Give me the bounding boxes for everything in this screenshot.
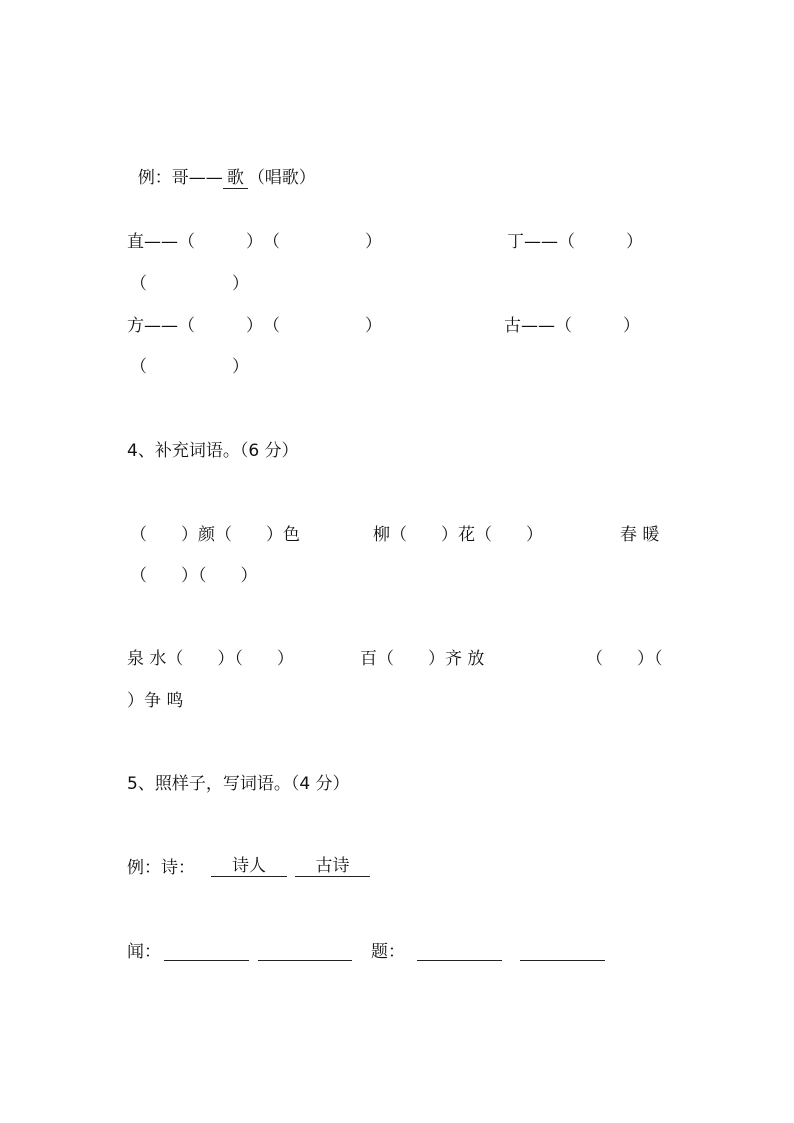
q4-line1-c: 春 暖 — [620, 525, 660, 545]
q4-line1-a: （ ）颜（ ）色 — [130, 525, 300, 545]
example-suffix: （唱歌） — [247, 168, 316, 188]
row-zhi-main: 直——（ ） （ ） — [127, 232, 382, 252]
row-fang-main: 方——（ ） （ ） — [127, 316, 382, 336]
q4-title: 4、补充词语。（6 分） — [127, 441, 299, 461]
q5-ti-blank-2[interactable] — [520, 940, 605, 961]
q5-example-word-1: 诗人 — [211, 856, 287, 877]
q5-wen-blank-1[interactable] — [164, 940, 249, 961]
q5-ti-label: 题： — [371, 942, 405, 962]
row-fang-continuation: （ ） — [130, 357, 249, 377]
q5-example-label: 例：诗： — [127, 858, 195, 878]
q4-line2-c: （ ）（ — [586, 649, 663, 669]
q4-line2-a: 泉 水（ ）（ ） — [127, 649, 294, 669]
q4-line2-b: 百（ ）齐 放 — [360, 649, 485, 669]
row-ding: 丁——（ ） — [507, 232, 643, 252]
example-prefix: 例：哥—— — [137, 168, 223, 188]
row-gu: 古——（ ） — [504, 316, 640, 336]
q4-line1-b: 柳（ ）花（ ） — [373, 525, 543, 545]
row-zhi-continuation: （ ） — [130, 274, 249, 294]
q5-example-word-2: 古诗 — [295, 856, 370, 877]
q5-wen-label: 闻： — [127, 942, 161, 962]
q5-title: 5、照样子，写词语。（4 分） — [127, 774, 350, 794]
q4-line2-continuation: ）争 鸣 — [127, 691, 184, 711]
q5-wen-blank-2[interactable] — [258, 940, 352, 961]
example-answer: 歌 — [223, 168, 248, 189]
q5-ti-blank-1[interactable] — [417, 940, 502, 961]
example-line — [127, 148, 316, 188]
q4-line1-continuation: （ ）（ ） — [130, 566, 258, 586]
